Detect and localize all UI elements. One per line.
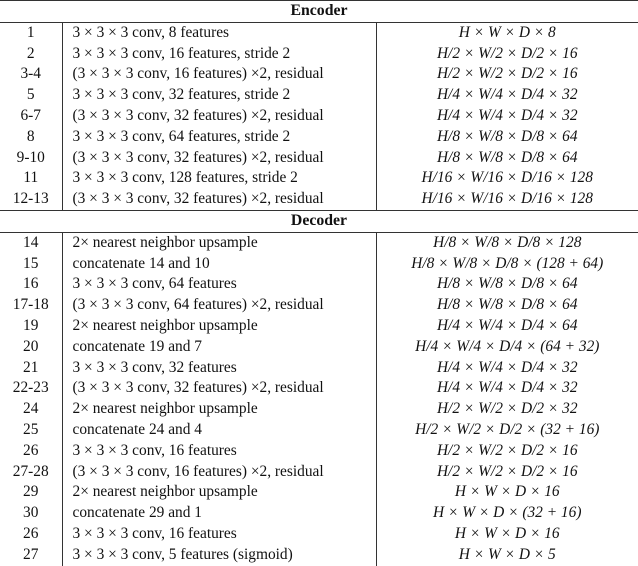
output-shape-cell: H/4 × W/4 × D/4 × (64 + 32) xyxy=(415,337,600,355)
table-row xyxy=(0,441,638,462)
output-shape-cell: H × W × D × 5 xyxy=(458,545,556,563)
output-shape-cell: H/8 × W/8 × D/8 × (128 + 64) xyxy=(411,254,604,272)
layer-description-cell: 3 × 3 × 3 conv, 5 features (sigmoid) xyxy=(62,545,376,566)
table-row xyxy=(0,148,638,169)
layer-description-cell: concatenate 14 and 10 xyxy=(62,254,376,275)
layer-description-cell: (3 × 3 × 3 conv, 16 features) ×2, residual xyxy=(62,64,376,85)
table-row xyxy=(0,482,638,503)
table-row xyxy=(0,545,638,566)
table-row xyxy=(0,295,638,316)
layer-description-cell: (3 × 3 × 3 conv, 32 features) ×2, residual xyxy=(62,189,376,210)
output-shape-cell: H/2 × W/2 × D/2 × 16 xyxy=(436,441,578,459)
layer-id-cell: 22-23 xyxy=(0,378,62,399)
layer-id-cell: 16 xyxy=(0,274,62,295)
layer-id-cell: 15 xyxy=(0,254,62,275)
table-row xyxy=(0,316,638,337)
table-row xyxy=(0,22,638,43)
section-title-decoder: Decoder xyxy=(0,210,638,232)
table-row xyxy=(0,85,638,106)
output-shape-cell: H/4 × W/4 × D/4 × 32 xyxy=(436,358,578,376)
layer-description-cell: 2× nearest neighbor upsample xyxy=(62,482,376,503)
output-shape-cell: H/2 × W/2 × D/2 × 32 xyxy=(436,400,578,418)
output-shape-cell: H/8 × W/8 × D/8 × 64 xyxy=(436,148,578,166)
section-header-row xyxy=(0,210,638,232)
layer-id-cell: 1 xyxy=(0,22,62,43)
layer-id-cell: 26 xyxy=(0,441,62,462)
layer-id-cell: 27 xyxy=(0,545,62,566)
layer-description-cell: concatenate 19 and 7 xyxy=(62,337,376,358)
output-shape-cell: H/4 × W/4 × D/4 × 32 xyxy=(436,379,578,397)
section-header-row xyxy=(0,1,638,23)
layer-id-cell: 5 xyxy=(0,85,62,106)
output-shape-cell: H/2 × W/2 × D/2 × 16 xyxy=(436,65,578,83)
table-row xyxy=(0,189,638,210)
layer-id-cell: 8 xyxy=(0,127,62,148)
layer-description-cell: 3 × 3 × 3 conv, 128 features, stride 2 xyxy=(62,168,376,189)
output-shape-cell: H × W × D × 16 xyxy=(454,524,560,542)
output-shape-cell: H/8 × W/8 × D/8 × 64 xyxy=(436,296,578,314)
layer-id-cell: 19 xyxy=(0,316,62,337)
layer-id-cell: 6-7 xyxy=(0,106,62,127)
table-row xyxy=(0,44,638,65)
output-shape-cell: H/4 × W/4 × D/4 × 64 xyxy=(436,316,578,334)
table-row xyxy=(0,168,638,189)
output-shape-cell: H × W × D × (32 + 16) xyxy=(433,504,582,522)
layer-description-cell: concatenate 29 and 1 xyxy=(62,503,376,524)
layer-id-cell: 12-13 xyxy=(0,189,62,210)
output-shape-cell: H/8 × W/8 × D/8 × 64 xyxy=(436,275,578,293)
layer-description-cell: 3 × 3 × 3 conv, 64 features, stride 2 xyxy=(62,127,376,148)
layer-id-cell: 20 xyxy=(0,337,62,358)
layer-description-cell: 2× nearest neighbor upsample xyxy=(62,316,376,337)
layer-description-cell: (3 × 3 × 3 conv, 32 features) ×2, residual xyxy=(62,378,376,399)
layer-id-cell: 2 xyxy=(0,44,62,65)
layer-description-cell: 3 × 3 × 3 conv, 32 features xyxy=(62,358,376,379)
table-row xyxy=(0,378,638,399)
architecture-table-body xyxy=(0,1,638,566)
layer-description-cell: 3 × 3 × 3 conv, 16 features xyxy=(62,524,376,545)
layer-id-cell: 9-10 xyxy=(0,148,62,169)
table-row xyxy=(0,524,638,545)
layer-description-cell: 3 × 3 × 3 conv, 8 features xyxy=(62,22,376,43)
layer-id-cell: 3-4 xyxy=(0,64,62,85)
layer-id-cell: 24 xyxy=(0,399,62,420)
layer-description-cell: (3 × 3 × 3 conv, 32 features) ×2, residual xyxy=(62,148,376,169)
layer-description-cell: 2× nearest neighbor upsample xyxy=(62,232,376,253)
table-row xyxy=(0,462,638,483)
layer-id-cell: 26 xyxy=(0,524,62,545)
table-row xyxy=(0,358,638,379)
output-shape-cell: H × W × D × 16 xyxy=(454,483,560,501)
layer-id-cell: 30 xyxy=(0,503,62,524)
layer-id-cell: 27-28 xyxy=(0,462,62,483)
layer-description-cell: 3 × 3 × 3 conv, 16 features, stride 2 xyxy=(62,44,376,65)
output-shape-cell: H/8 × W/8 × D/8 × 128 xyxy=(433,233,582,251)
layer-id-cell: 17-18 xyxy=(0,295,62,316)
table-row xyxy=(0,274,638,295)
output-shape-cell: H/4 × W/4 × D/4 × 32 xyxy=(436,86,578,104)
output-shape-cell: H/4 × W/4 × D/4 × 32 xyxy=(436,106,578,124)
layer-description-cell: concatenate 24 and 4 xyxy=(62,420,376,441)
layer-description-cell: (3 × 3 × 3 conv, 64 features) ×2, residual xyxy=(62,295,376,316)
table-row xyxy=(0,420,638,441)
table-row xyxy=(0,106,638,127)
layer-description-cell: (3 × 3 × 3 conv, 16 features) ×2, residual xyxy=(62,462,376,483)
layer-id-cell: 11 xyxy=(0,168,62,189)
output-shape-cell: H/2 × W/2 × D/2 × (32 + 16) xyxy=(415,420,600,438)
layer-description-cell: 3 × 3 × 3 conv, 16 features xyxy=(62,441,376,462)
table-row xyxy=(0,254,638,275)
layer-id-cell: 14 xyxy=(0,232,62,253)
table-row xyxy=(0,127,638,148)
table-row xyxy=(0,232,638,253)
table-row xyxy=(0,337,638,358)
output-shape-cell: H/2 × W/2 × D/2 × 16 xyxy=(436,44,578,62)
section-title-encoder: Encoder xyxy=(0,1,638,23)
output-shape-cell: H × W × D × 8 xyxy=(458,23,556,41)
layer-description-cell: 2× nearest neighbor upsample xyxy=(62,399,376,420)
table-row xyxy=(0,399,638,420)
table-row xyxy=(0,64,638,85)
layer-id-cell: 21 xyxy=(0,358,62,379)
output-shape-cell: H/16 × W/16 × D/16 × 128 xyxy=(421,169,593,187)
layer-id-cell: 29 xyxy=(0,482,62,503)
output-shape-cell: H/2 × W/2 × D/2 × 16 xyxy=(436,462,578,480)
output-shape-cell: H/8 × W/8 × D/8 × 64 xyxy=(436,127,578,145)
layer-id-cell: 25 xyxy=(0,420,62,441)
table-row xyxy=(0,503,638,524)
layer-description-cell: (3 × 3 × 3 conv, 32 features) ×2, residual xyxy=(62,106,376,127)
layer-description-cell: 3 × 3 × 3 conv, 64 features xyxy=(62,274,376,295)
output-shape-cell: H/16 × W/16 × D/16 × 128 xyxy=(376,189,638,210)
layer-description-cell: 3 × 3 × 3 conv, 32 features, stride 2 xyxy=(62,85,376,106)
